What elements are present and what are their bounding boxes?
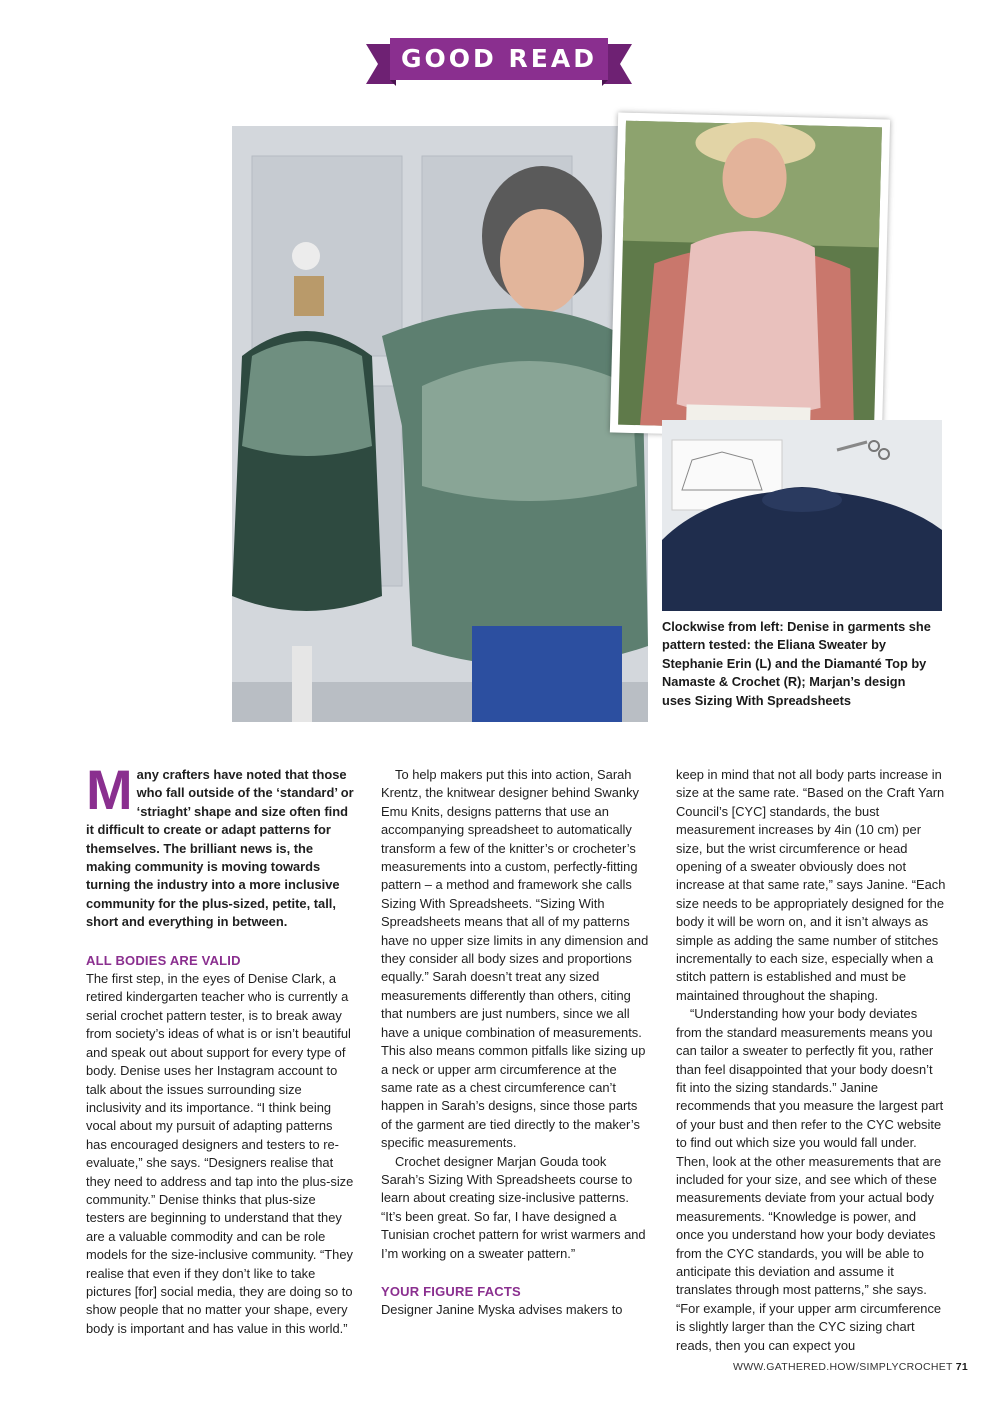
banner-title: GOOD READ [401, 44, 597, 73]
subhead-all-bodies-are-valid: ALL BODIES ARE VALID [86, 952, 241, 968]
article-column-1 [86, 758, 354, 1338]
footer-url: WWW.GATHERED.HOW/SIMPLYCROCHET [733, 1361, 953, 1373]
body-paragraph-5: “Understanding how your body deviates from the standard measurements means you can tailor a sweater to perfectly fit you, rather than feel disappointed that your body doesn’t fit into the sizing standards.” Janine recommends that you measure the largest part of your bust and then refer to the CYC website to find out which size you would fall under. Then, look at the other measurements that are included for your size, and see which of these measurements deviate from your actual body measurements. “Knowledge is power, and once you understand how your body deviates from the CYC standards, you will be able to anticipate this deviation and assume it translates through most patterns,” she says. “For example, if your upper arm circumference is slightly larger than the CYC sizing chart reads, then you can expect you [676, 1006, 944, 1353]
photo-caption: Clockwise from left: Denise in garments she pattern tested: the Eliana Sweater by Stephanie Erin (L) and the Diamanté Top by Namaste & Crochet (R); Marjan’s design uses Sizing With Spreadsheets [662, 619, 931, 708]
photo-denise-diamante-top [610, 112, 890, 439]
body-paragraph-4-continued: keep in mind that not all body parts increase in size at the same rate. “Based on the Craft Yarn Council’s [CYC] standards, the bust measurement increases by 4in (10 cm) per size, but the wrist circumference or head opening of a sweater obviously does not increase at that same rate,” says Janine. “Each size needs to be appropriately designed for the body it will be worn on, and it isn’t always as simple as adding the same number of stitches incrementally to each size, especially when a stitch pattern is established and must be maintained throughout the shaping. [676, 767, 946, 1003]
article-column-2 [381, 766, 651, 1320]
page-number: 71 [955, 1361, 969, 1373]
drop-cap: M [86, 758, 133, 821]
body-paragraph-1: The first step, in the eyes of Denise Clark, a retired kindergarten teacher who is currently a serial crochet pattern tester, is to break away from society’s ideas of what is or isn’t beautiful and speak out about support for every type of body. Denise uses her Instagram account to talk about the issues surrounding size inclusivity and its importance. “I think being vocal about my pursuit of adapting patterns has encouraged designers and testers to re-evaluate,” she says. “Designers realise that they need to address and tap into the plus-size community.” Denise thinks that plus-size testers are beginning to understand that they are a valuable commodity and can be role models for the size-inclusive community. “They realise that even if they don’t like to take pictures [for] social media, they are doing so to show people that no matter your shape, every body is important and has value in this world.” [86, 971, 354, 1336]
photo-navy-sweater-sizing [662, 420, 942, 611]
lead-text: any crafters have noted that those who fall outside of the ‘standard’ or ‘striaght’ shape and size often find it difficult to create or adapt patterns for themselves. The brilliant news is, the making community is moving towards turning the industry into a more inclusive community for the plus-sized, petite, tall, short and everything in between. [86, 767, 354, 930]
section-banner [366, 36, 632, 88]
article-column-3 [676, 766, 946, 1355]
page-footer [733, 1361, 968, 1373]
subhead-your-figure-facts: YOUR FIGURE FACTS [381, 1283, 521, 1299]
body-paragraph-3: Crochet designer Marjan Gouda took Sarah’s Sizing With Spreadsheets course to learn about creating size-inclusive patterns. “It’s been great. So far, I have designed a Tunisian crochet pattern for wrist warmers and I’m working on a sweater pattern.” [381, 1153, 646, 1261]
body-paragraph-2: To help makers put this into action, Sarah Krentz, the knitwear designer behind Swanky Emu Knits, designs patterns that use an accompanying spreadsheet to automatically transform a few of the knitter’s or crocheter’s measurements into a custom, perfectly-fitting pattern – a method and framework she calls Sizing With Spreadsheets. “Sizing With Spreadsheets means that all of my patterns have no upper size limits in any dimension and they consider all body sizes and proportions equally.” Sarah doesn’t treat any sized measurements differently than others, citing that numbers are just numbers, since we all have a unique combination of measurements. This also means common pitfalls like sizing up a neck or upper arm circumference at the same rate as a chest circumference can’t happen in Sarah’s designs, since those parts of the garment are tied directly to the maker’s specific measurements. [381, 767, 649, 1151]
body-paragraph-4: Designer Janine Myska advises makers to [381, 1302, 623, 1318]
lead-paragraph [86, 758, 354, 932]
photo-denise-eliana-sweater [232, 126, 648, 722]
